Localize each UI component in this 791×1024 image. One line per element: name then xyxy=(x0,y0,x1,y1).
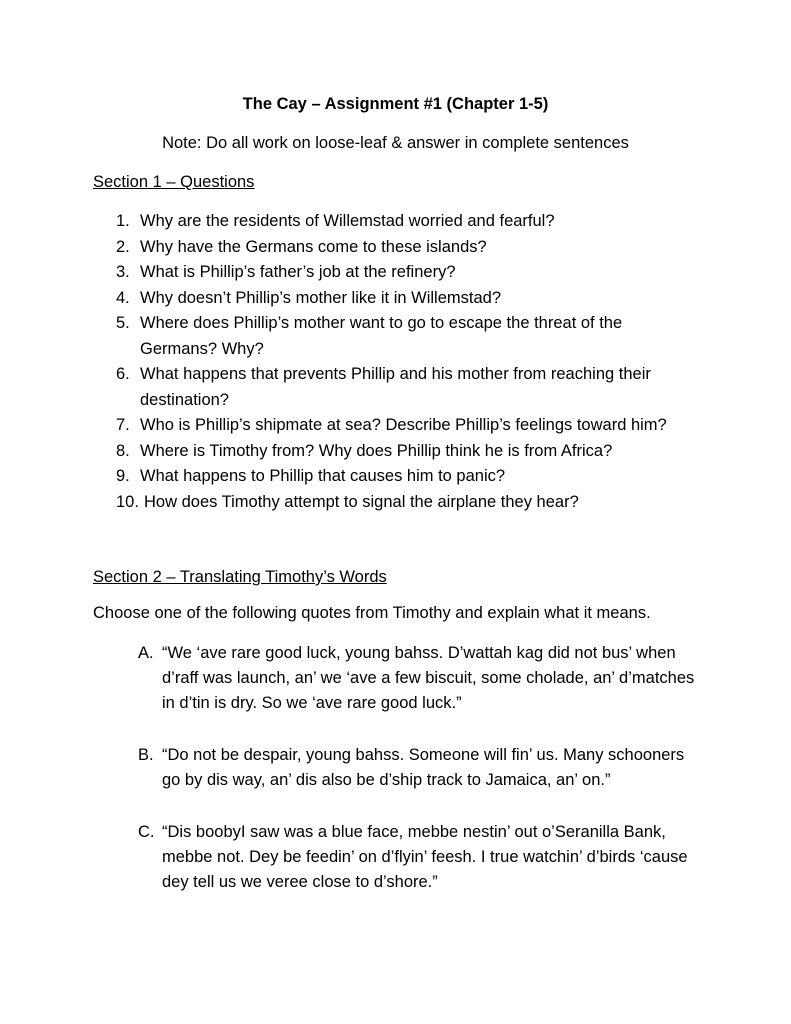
question-number: 1. xyxy=(116,212,130,230)
quote-text: “We ‘ave rare good luck, young bahss. D’wattah kag did not bus’ when d’raff was launch, an’ we ‘ave a few biscuit, some cholade, an’ d’matches in d’tin is dry. So we ‘ave rare good luck.” xyxy=(162,644,695,712)
question-number: 3. xyxy=(116,263,130,281)
question-text: What happens that prevents Phillip and his mother from reaching their destination? xyxy=(140,365,651,409)
section-2-heading: Section 2 – Translating Timothy’s Words xyxy=(93,568,387,586)
section-1-heading: Section 1 – Questions xyxy=(93,173,255,191)
question-text: Why doesn’t Phillip’s mother like it in Willemstad? xyxy=(140,288,501,307)
note-line: Note: Do all work on loose-leaf & answer in complete sentences xyxy=(162,134,629,152)
question-number: 10. xyxy=(116,492,139,511)
quote-letter: A. xyxy=(138,644,154,662)
question-number: 5. xyxy=(116,314,130,332)
question-item xyxy=(0,413,791,439)
question-item xyxy=(0,439,791,465)
quote-item xyxy=(0,641,791,716)
question-text: Why have the Germans come to these islands? xyxy=(140,237,487,256)
question-text: What happens to Phillip that causes him to panic? xyxy=(140,467,506,485)
question-item xyxy=(0,311,791,362)
question-item xyxy=(0,235,791,261)
question-item xyxy=(0,490,791,516)
question-text: Why are the residents of Willemstad worried and fearful? xyxy=(140,212,555,230)
question-text: Who is Phillip’s shipmate at sea? Describe Phillip’s feelings toward him? xyxy=(140,416,667,434)
section-2-instruction: Choose one of the following quotes from Timothy and explain what it means. xyxy=(93,604,651,622)
question-text: What is Phillip’s father’s job at the refinery? xyxy=(140,263,456,281)
question-number: 8. xyxy=(116,441,130,460)
question-number: 6. xyxy=(116,365,130,383)
question-text: How does Timothy attempt to signal the airplane they hear? xyxy=(144,492,579,511)
question-number: 4. xyxy=(116,288,130,307)
quote-letter: B. xyxy=(138,746,154,764)
question-number: 2. xyxy=(116,237,130,256)
question-item xyxy=(0,286,791,312)
quote-item xyxy=(0,743,791,793)
quote-text: “Dis boobyI saw was a blue face, mebbe nestin’ out o’Seranilla Bank, mebbe not. Dey be feedin’ on d’flyin’ feesh. I true watchin’ d’birds ‘cause dey tell us we veree close to d’shore.” xyxy=(162,823,688,891)
question-item xyxy=(0,209,791,235)
quote-text: “Do not be despair, young bahss. Someone will fin’ us. Many schooners go by dis way, an’ dis also be d’ship track to Jamaica, an’ on.” xyxy=(162,746,685,789)
question-text: Where is Timothy from? Why does Phillip think he is from Africa? xyxy=(140,441,613,460)
page-title: The Cay – Assignment #1 (Chapter 1-5) xyxy=(242,95,549,113)
question-number: 9. xyxy=(116,467,130,485)
question-item xyxy=(0,362,791,413)
quote-item xyxy=(0,820,791,895)
question-item xyxy=(0,464,791,490)
question-item xyxy=(0,260,791,286)
question-text: Where does Phillip’s mother want to go to escape the threat of the Germans? Why? xyxy=(140,314,623,358)
question-number: 7. xyxy=(116,416,130,434)
question-list xyxy=(0,209,791,515)
quote-letter: C. xyxy=(138,823,155,841)
